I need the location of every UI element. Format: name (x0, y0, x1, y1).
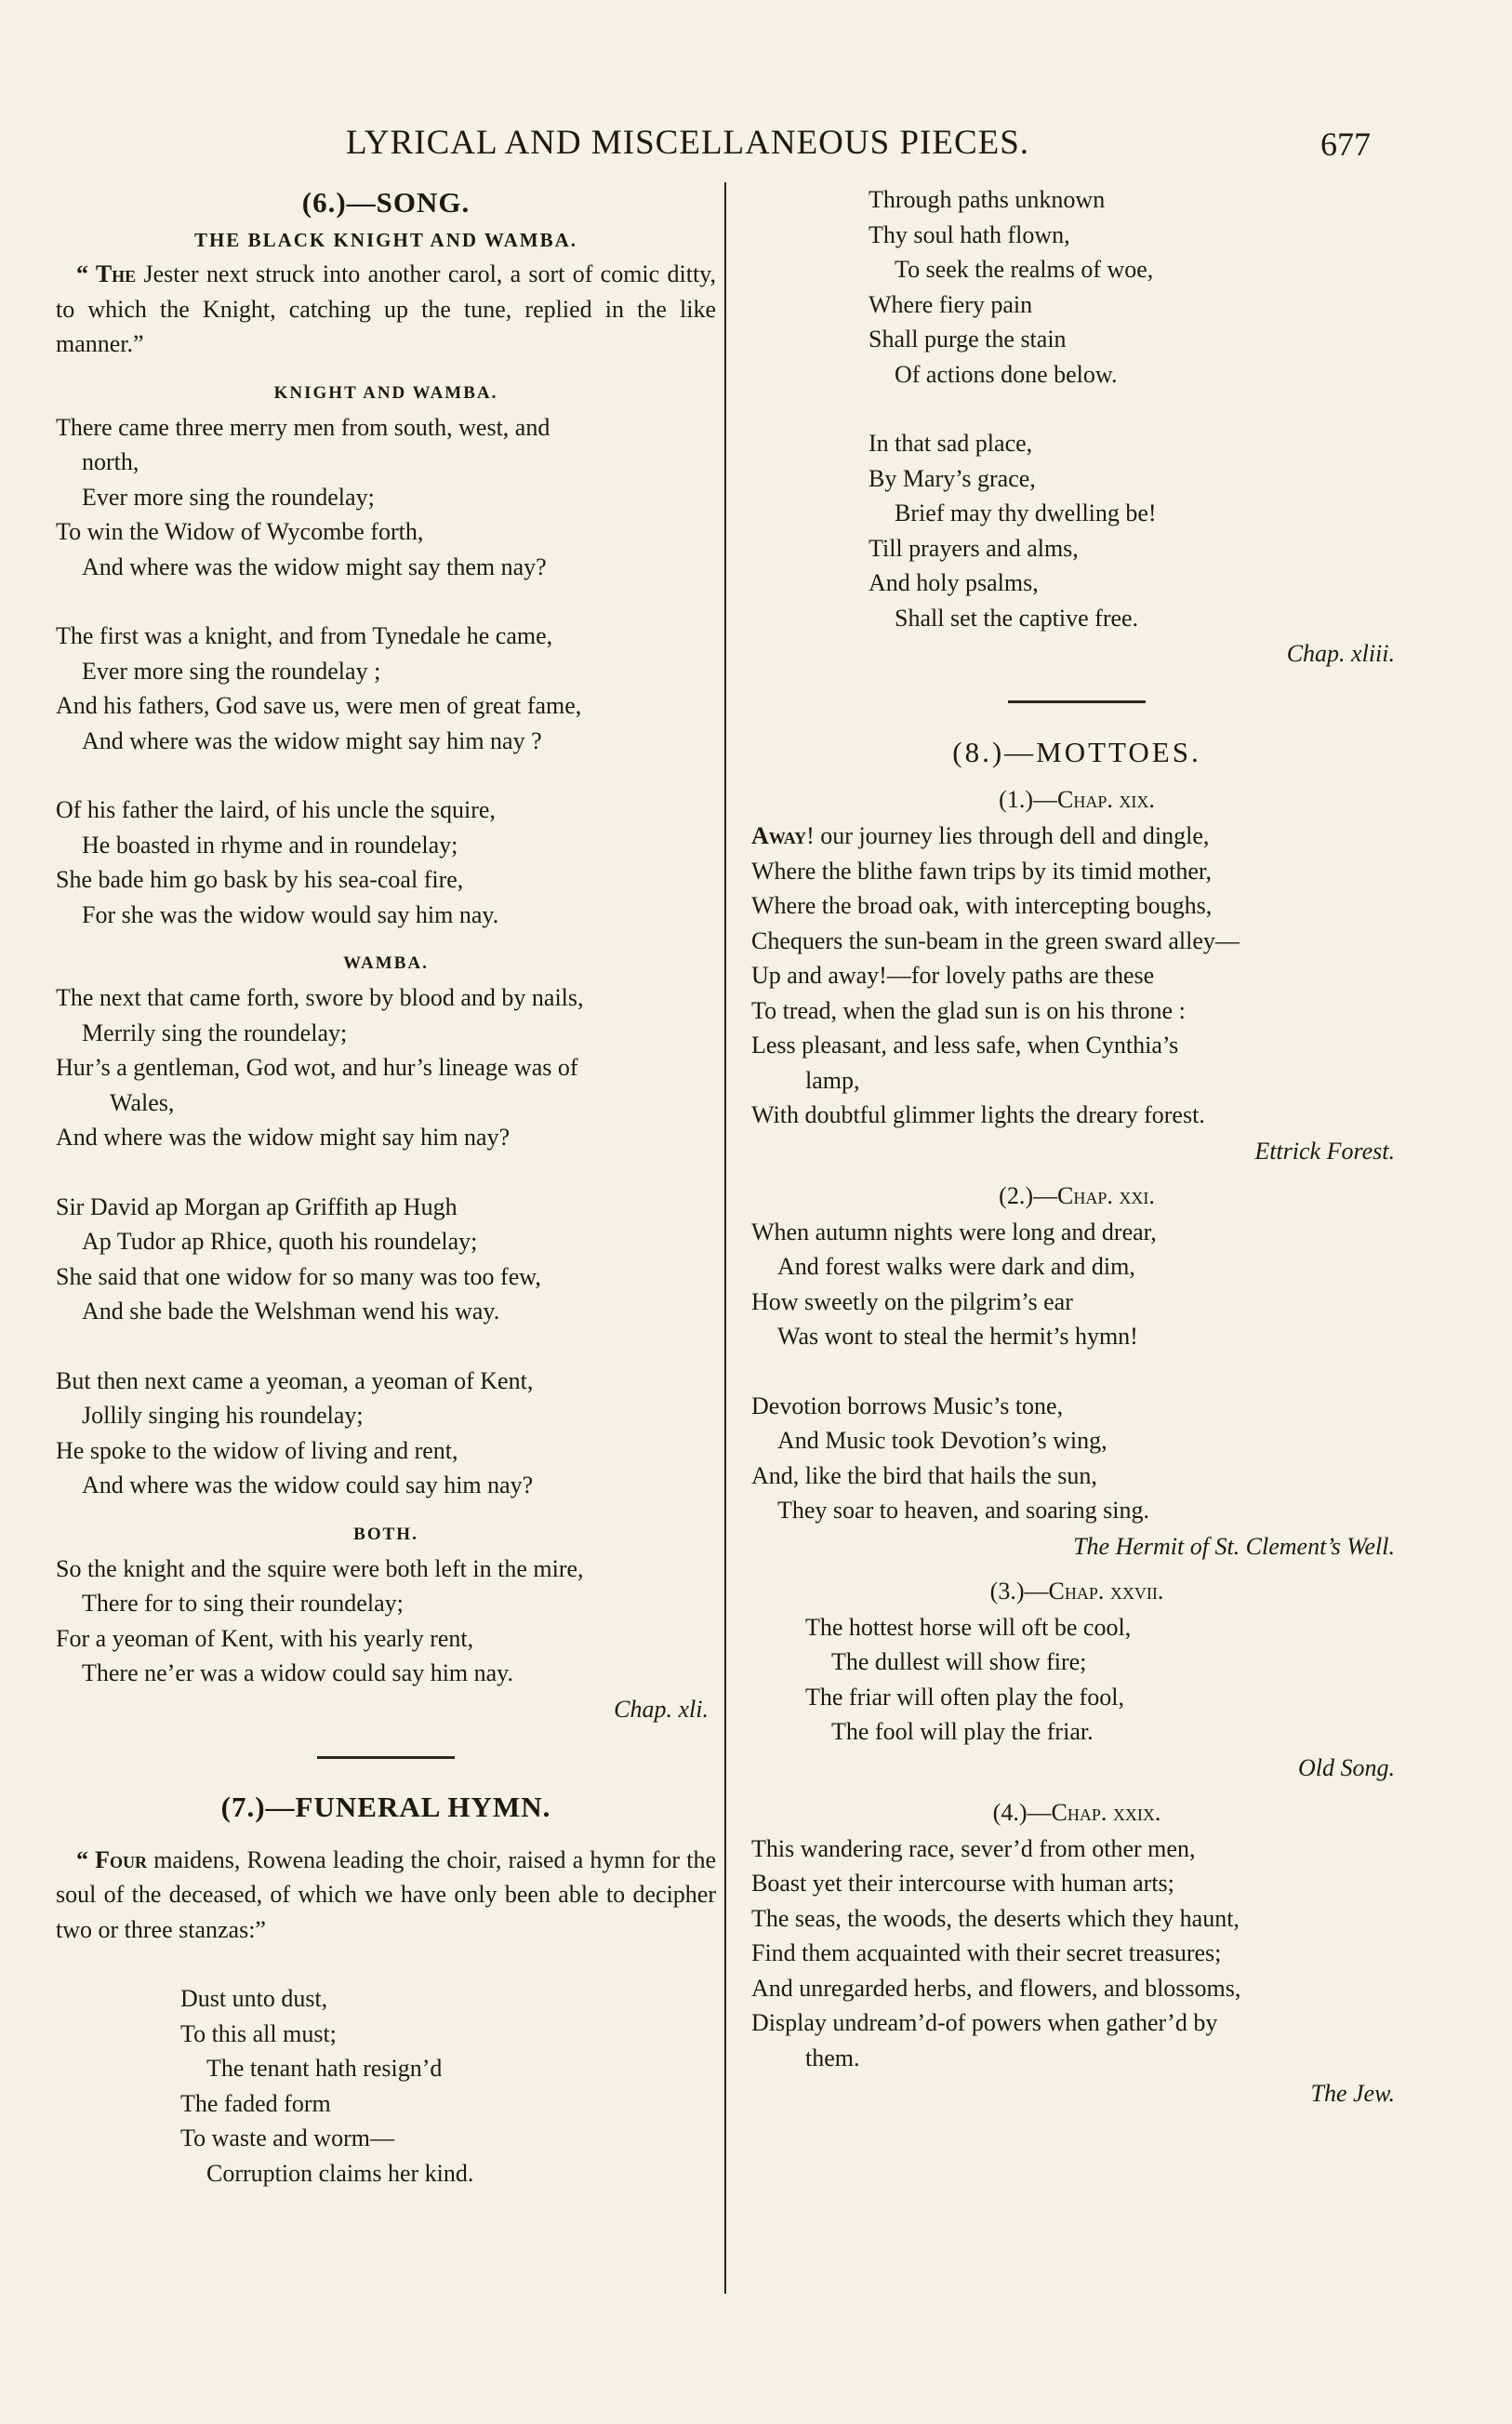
motto-text (751, 1610, 1402, 1750)
verse-line: Hur’s a gentleman, God wot, and hur’s lineage was of (56, 1054, 578, 1081)
motto-number: (4.)— (992, 1798, 1052, 1826)
verse-line: This wandering race, sever’d from other men, (751, 1834, 1196, 1862)
verse-line: There for to sing their roundelay; (82, 1590, 404, 1617)
verse-line: So the knight and the squire were both left in the mire, (56, 1554, 584, 1582)
stanza (56, 980, 716, 1155)
verse-line: They soar to heaven, and soaring sing. (777, 1497, 1150, 1524)
intro-text: maidens, Rowena leading the choir, raised a hymn for the soul of the deceased, of which we have only been able to decipher two or three stanzas:” (56, 1845, 716, 1943)
verse-line: Display undream’d-of powers when gather’d by (751, 2009, 1218, 2036)
motto-text (751, 1831, 1402, 2076)
song-intro (56, 257, 716, 362)
motto-citation: The Hermit of St. Clement’s Well. (1073, 1532, 1395, 1560)
stanza (56, 1552, 716, 1691)
verse-line: The first was a knight, and from Tynedale he came, (56, 622, 553, 649)
stanza (751, 426, 1402, 635)
verse-line: The seas, the woods, the deserts which they haunt, (751, 1904, 1240, 1932)
verse-line: With doubtful glimmer lights the dreary forest. (751, 1101, 1205, 1128)
verse-line: To win the Widow of Wycombe forth, (56, 518, 424, 545)
verse-line: For she was the widow would say him nay. (82, 900, 499, 928)
verse-line: Where the broad oak, with intercepting boughs, (751, 892, 1213, 919)
verse-line: By Mary’s grace, (869, 464, 1036, 492)
motto-citation: Ettrick Forest. (1254, 1137, 1395, 1165)
verse-line: And she bade the Welshman wend his way. (82, 1298, 500, 1325)
verse-line: And, like the bird that hails the sun, (751, 1461, 1097, 1489)
verse-line: And forest walks were dark and dim, (777, 1253, 1135, 1280)
verse-line: And where was the widow might say him nay ? (82, 726, 542, 754)
verse-line: To seek the realms of woe, (895, 256, 1154, 283)
verse-line: Ever more sing the roundelay; (82, 483, 375, 511)
stanza (56, 619, 716, 758)
verse-line: Ap Tudor ap Rhice, quoth his roundelay; (82, 1228, 478, 1255)
verse-line: Less pleasant, and less safe, when Cynthia’s (751, 1032, 1179, 1059)
motto-text (751, 1215, 1402, 1354)
song-subtitle: THE BLACK KNIGHT AND WAMBA. (193, 229, 578, 251)
motto-citation: The Jew. (1310, 2080, 1395, 2107)
stanza (56, 1190, 716, 1329)
verse-line: She said that one widow for so many was too few, (56, 1262, 541, 1290)
verse-line: The fool will play the friar. (831, 1718, 1094, 1745)
verse-line: And holy psalms, (869, 569, 1039, 596)
section-title-mottoes: (8.)—MOTTOES. (952, 736, 1201, 768)
stanza (56, 1981, 716, 2191)
verse-line: To this all must; (180, 2019, 337, 2047)
motto-number: (2.)— (999, 1181, 1057, 1209)
motto-text (751, 1389, 1402, 1528)
verse-line: Devotion borrows Music’s tone, (751, 1392, 1064, 1419)
verse-line: Merrily sing the roundelay; (82, 1019, 348, 1046)
verse-line: Shall set the captive free. (895, 604, 1139, 632)
verse-line: The friar will often play the fool, (805, 1683, 1124, 1711)
motto-heading (751, 781, 1402, 819)
verse-line: The dullest will show fire; (831, 1648, 1087, 1675)
speaker-wamba: WAMBA. (343, 953, 429, 973)
verse-line: north, (82, 448, 139, 475)
verse-line: Brief may thy dwelling be! (895, 499, 1157, 526)
verse-line: How sweetly on the pilgrim’s ear (751, 1287, 1073, 1315)
intro-lead: “ Four (76, 1845, 148, 1873)
verse-line: Where the blithe fawn trips by its timid mother, (751, 857, 1213, 885)
verse-line: He spoke to the widow of living and rent, (56, 1436, 458, 1464)
verse-line: And Music took Devotion’s wing, (777, 1427, 1107, 1454)
motto-text (751, 819, 1402, 1133)
verse-line: lamp, (805, 1066, 860, 1094)
motto-number: (1.)— (999, 786, 1057, 813)
verse-line: And unregarded herbs, and flowers, and blossoms, (751, 1974, 1241, 2002)
motto-number: (3.)— (989, 1577, 1049, 1605)
verse-line: Of his father the laird, of his uncle the squire, (56, 796, 496, 823)
motto-chapter: Chap. xix. (1056, 786, 1155, 813)
motto-heading (751, 1794, 1402, 1831)
section-title-song: (6.)—SONG. (301, 186, 471, 219)
song-citation: Chap. xli. (614, 1695, 709, 1723)
intro-text: Jester next struck into another carol, a sort of comic ditty, to which the Knight, catching up the tune, replied in the like manner.” (56, 260, 716, 357)
verse-line: The tenant hath resign’d (206, 2055, 443, 2082)
motto-chapter: Chap. xxix. (1051, 1798, 1161, 1826)
column-divider (724, 182, 726, 2294)
stanza (56, 1364, 716, 1503)
verse-line: She bade him go bask by his sea-coal fire, (56, 866, 464, 893)
verse-line: ! our journey lies through dell and dingle, (806, 822, 1210, 849)
section-title-funeral-hymn: (7.)—FUNERAL HYMN. (220, 1790, 551, 1823)
stanza (56, 410, 716, 585)
verse-line: Dust unto dust, (180, 1985, 328, 2012)
verse-line: To tread, when the glad sun is on his throne : (751, 996, 1186, 1024)
verse-line: There came three merry men from south, west, and (56, 413, 550, 441)
stanza (56, 792, 716, 932)
page-number: 677 (1320, 126, 1371, 163)
section-rule (317, 1756, 455, 1759)
stanza (751, 182, 1402, 392)
verse-line: And where was the widow might say them nay? (82, 553, 547, 580)
verse-line: And his fathers, God save us, were men of great fame, (56, 692, 582, 719)
verse-line: The hottest horse will oft be cool, (805, 1613, 1132, 1641)
verse-line: The next that came forth, swore by blood and by nails, (56, 984, 584, 1011)
speaker-both: BOTH. (353, 1524, 418, 1544)
left-column (56, 182, 716, 2191)
verse-line: Through paths unknown (869, 186, 1106, 213)
verse-line: And where was the widow could say him nay? (82, 1472, 534, 1498)
verse-line: Shall purge the stain (869, 326, 1067, 353)
verse-line: Boast yet their intercourse with human arts; (751, 1870, 1174, 1897)
speaker-knight-and-wamba: KNIGHT AND WAMBA. (273, 382, 498, 403)
verse-line: them. (805, 2044, 860, 2071)
intro-lead: “ The (76, 260, 137, 287)
verse-line: But then next came a yeoman, a yeoman of Kent, (56, 1366, 534, 1394)
verse-line: There ne’er was a widow could say him nay. (82, 1659, 513, 1686)
verse-line: To waste and worm— (180, 2124, 394, 2151)
verse-line: Of actions done below. (895, 360, 1118, 388)
motto-heading (751, 1573, 1402, 1610)
verse-line: Till prayers and alms, (869, 534, 1079, 562)
verse-line: For a yeoman of Kent, with his yearly rent, (56, 1624, 474, 1652)
verse-line: The faded form (180, 2089, 331, 2117)
verse-line: Ever more sing the roundelay ; (82, 657, 381, 685)
motto-chapter: Chap. xxi. (1056, 1181, 1155, 1209)
verse-line: Wales, (110, 1088, 175, 1116)
motto-chapter: Chap. xxvii. (1048, 1577, 1164, 1605)
motto-lead-word: Away (751, 822, 807, 849)
running-head: LYRICAL AND MISCELLANEOUS PIECES. (346, 124, 1030, 162)
verse-line: Where fiery pain (869, 290, 1033, 318)
verse-line: Was wont to steal the hermit’s hymn! (777, 1323, 1138, 1350)
motto-heading (751, 1178, 1402, 1215)
verse-line: And where was the widow might say him nay? (56, 1124, 511, 1151)
verse-line: In that sad place, (869, 430, 1033, 457)
verse-line: When autumn nights were long and drear, (751, 1218, 1157, 1245)
verse-line: Sir David ap Morgan ap Griffith ap Hugh (56, 1192, 458, 1220)
right-column (751, 182, 1402, 2112)
section-rule (1008, 700, 1146, 703)
verse-line: Corruption claims her kind. (206, 2159, 474, 2187)
motto-citation: Old Song. (1298, 1753, 1395, 1781)
verse-line: Thy soul hath flown, (869, 220, 1070, 248)
hymn-citation: Chap. xliii. (1286, 640, 1395, 667)
hymn-intro (56, 1843, 716, 1948)
verse-line: Find them acquainted with their secret treasures; (751, 1939, 1222, 1966)
verse-line: Chequers the sun-beam in the green sward alley— (751, 926, 1240, 954)
verse-line: Up and away!—for lovely paths are these (751, 962, 1155, 989)
verse-line: Jollily singing his roundelay; (82, 1402, 364, 1429)
verse-line: He boasted in rhyme and in roundelay; (82, 831, 458, 859)
